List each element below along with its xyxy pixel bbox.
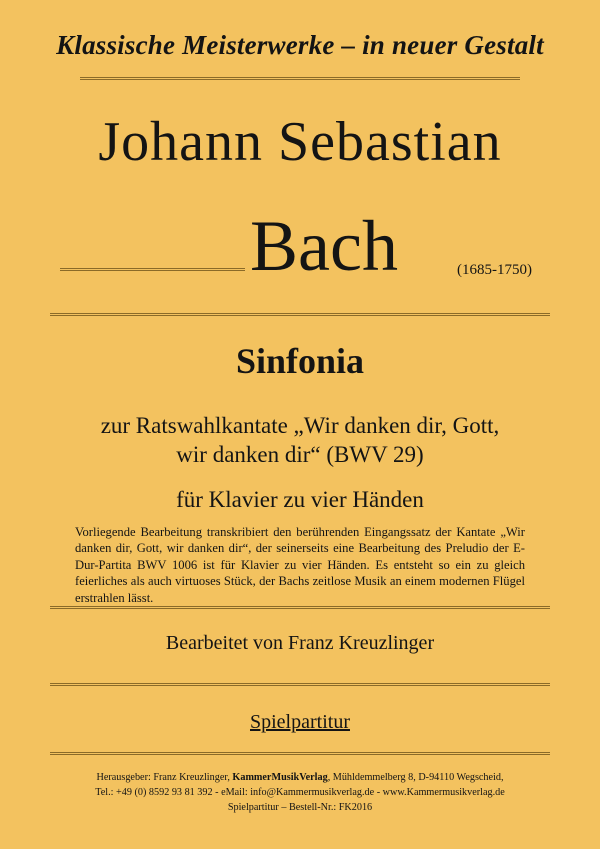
divider: [50, 683, 550, 686]
footer-publisher: [0, 771, 600, 785]
composer-dates: (1685-1750): [457, 262, 532, 278]
publisher-name: KammerMusikVerlag: [232, 772, 328, 783]
series-title: Klassische Meisterwerke – in neuer Gestalt: [56, 30, 544, 60]
divider: [80, 77, 520, 80]
divider: [60, 268, 245, 271]
composer-last-name: Bach: [250, 206, 398, 286]
publisher-address: , Mühldemmelberg 8, D-94110 Wegscheid,: [327, 772, 504, 783]
divider: [50, 313, 550, 316]
divider: [50, 752, 550, 755]
footer-order: Spielpartitur – Bestell-Nr.: FK2016: [227, 802, 373, 813]
work-title: Sinfonia: [235, 341, 365, 381]
description: Vorliegende Bearbeitung transkribiert den berührenden Eingangssatz der Kantate „Wir danken dir, Gott, wir danken dir“, der seinerseits eine Bearbeitung des Preludio der E-Dur-Partita BWV 1006 ist für Klavier zu vier Händen. Es entsteht so ein zu gleich feierliches als auch virtuoses Stück, der Bachs zeitlose Musik an einem modernen Flügel erstrahlen lässt.: [75, 525, 525, 605]
divider: [50, 606, 550, 609]
composer-first-names: Johann Sebastian: [98, 111, 502, 173]
publisher-prefix: Herausgeber: Franz Kreuzlinger,: [96, 772, 233, 783]
arranger: Bearbeitet von Franz Kreuzlinger: [165, 632, 435, 654]
instrumentation: für Klavier zu vier Händen: [176, 487, 424, 512]
edition-type: Spielpartitur: [250, 711, 350, 733]
work-subtitle-line1: zur Ratswahlkantate „Wir danken dir, Gott,: [100, 413, 500, 438]
footer-contact: Tel.: +49 (0) 8592 93 81 392 - eMail: info@Kammermusikverlag.de - www.Kammermusikverlag.de: [95, 787, 505, 798]
work-subtitle-line2: wir danken dir“ (BWV 29): [176, 442, 424, 467]
